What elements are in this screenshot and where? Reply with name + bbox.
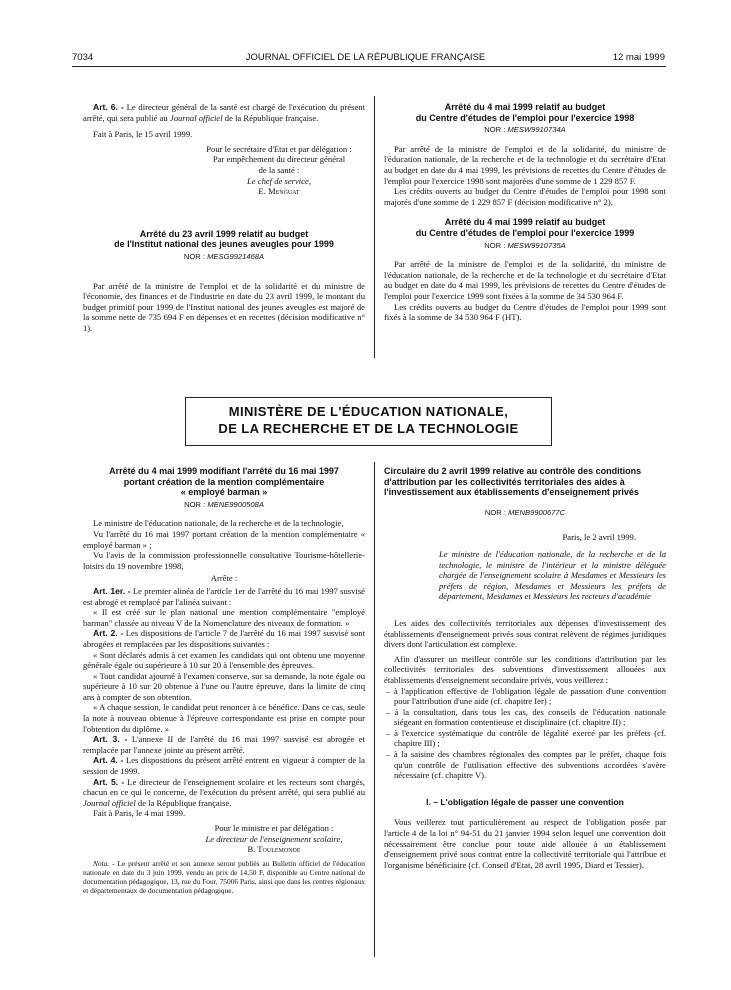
ministry-line: DE LA RECHERCHE ET DE LA TECHNOLOGIE	[218, 421, 519, 436]
decree-title: portant création de la mention complémentaire	[123, 476, 325, 487]
preamble: Vu l'arrêté du 16 mai 1997 portant création de la mention complémentaire « employé barman » ;	[83, 528, 365, 550]
decree-paragraph: Les crédits ouverts au budget du Centre d'études de l'emploi pour 1998 sont majorés d'une somme de 1 229 857 F (décision modificative n° 2).	[384, 186, 666, 207]
section-heading: I. – L'obligation légale de passer une convention	[426, 796, 624, 807]
article-5: Art. 5. - Le directeur de l'enseignement scolaire et les recteurs sont chargés, chacun en ce qui le concerne, de l'exécution du présent arrêté, qui sera publié au Journal officiel de la République française.	[83, 776, 365, 808]
list-item: – à l'application effective de l'obligation légale de passation d'une convention pour l'attribution d'une aide (cf. chapitre Ier) ;	[386, 685, 666, 707]
nor-reference: NOR : MESG9921468A	[183, 251, 265, 261]
decree-title: du Centre d'études de l'emploi pour l'exercice 1998	[415, 112, 635, 123]
article-2-quote: « A chaque session, le candidat peut renoncer à ce bénéfice. Dans ce cas, seule la note à nouveau obtenue à l'épreuve correspondante est prise en compte pour l'obtention du diplôme. »	[83, 702, 365, 734]
arrete: Arrête :	[210, 573, 238, 584]
nor-reference: NOR : MESW9910735A	[484, 240, 566, 250]
signature-line: de la santé :	[258, 164, 300, 175]
issue-date: 12 mai 1999	[612, 52, 665, 63]
signature-name: E. Menguat	[258, 186, 300, 197]
header-rule	[72, 66, 666, 67]
article-2-quote: « Sont déclarés admis à cet examen les candidats qui ont obtenu une moyenne générale égale ou supérieure à 10 sur 20 à l'ensemble des épreuves.	[83, 649, 365, 671]
art6-paragraph: Art. 6. - Le directeur général de la santé est chargé de l'exécution du présent arrêté, qui sera publié au Journal officiel de la République française.	[83, 102, 365, 123]
list-item: – à la consultation, dans tous les cas, des conseils de l'éducation nationale siégeant en formation contentieuse et disciplinaire (cf. chapitre II) ;	[386, 706, 666, 728]
page-number: 7034	[72, 52, 94, 63]
nor-reference: NOR : MESW9910734A	[484, 125, 566, 135]
list-item: – à la saisine des chambres régionales des comptes par le préfet, chaque fois qu'un contrôle de l'utilisation effective des subventions accordées s'avère nécessaire (cf. chapitre V).	[386, 749, 666, 781]
nor-reference: NOR : MENB9900677C	[484, 507, 566, 517]
top-right-column	[384, 102, 666, 323]
decree-title: Arrêté du 4 mai 1999 relatif au budget	[444, 217, 606, 228]
decree-title: du Centre d'études de l'emploi pour l'exercice 1999	[415, 227, 635, 238]
circular-paragraph: Afin d'assurer un meilleur contrôle sur les conditions d'attribution par les collectivités territoriales des subventions d'investissement allouées aux établissements d'enseignement secondaire privés, vous veillerez :	[384, 653, 666, 685]
bottom-column-divider	[374, 462, 375, 957]
bottom-left-column	[83, 466, 365, 895]
signature-line: Pour le secrétaire d'Etat et par délégation :	[206, 143, 352, 154]
circular-paragraph: Les aides des collectivités territoriales aux dépenses d'investissement des établissements d'enseignement privés sous contrat relèvent de régimes juridiques divers dont l'articulation est complexe.	[384, 617, 666, 650]
decree-title: Arrêté du 4 mai 1999 relatif au budget	[444, 102, 606, 112]
article-2: Art. 2. - Les dispositions de l'article 7 de l'arrêté du 16 mai 1997 susvisé sont abrogées et remplacées par les dispositions suivantes :	[83, 628, 365, 649]
signature-name: B. Toulemonde	[247, 844, 301, 855]
bottom-right-column	[384, 466, 666, 870]
directive-list	[384, 686, 666, 781]
ministry-line: MINISTÈRE DE L'ÉDUCATION NATIONALE,	[228, 404, 509, 419]
signature-line: Le chef de service,	[247, 175, 311, 186]
circular-paragraph: Vous veillerez tout particulièrement au respect de l'obligation posée par l'article 4 de la loi n° 94-51 du 21 janvier 1994 selon lequel une convention doit nécessairement être conclue pour toute aide allouée à un établissement d'enseignement privé sous contrat entre la collectivité territoriale qui l'attribue et l'organisme bénéficiaire (cf. Conseil d'Etat, 28 avril 1995, Diard et Tessier).	[384, 817, 666, 870]
nor-reference: NOR : MENE9900508A	[184, 499, 264, 509]
circular-addressees: Le ministre de l'éducation nationale, de la recherche et de la technologie, le ministre de l'intérieur et la ministre déléguée chargée de l'enseignement scolaire à Mesdames et Messieurs les préfets de région, Mesdames et Messieurs les préfets de département, Mesdames et Messieurs les recteurs d'académie	[439, 548, 666, 602]
signature-line: Pour le ministre et par délégation :	[214, 823, 334, 833]
article-4: Art. 4. - Les dispositions du présent arrêté entrent en vigueur à compter de la session de 1999.	[83, 755, 365, 777]
signature-line: Par empêchement du directeur général	[212, 154, 346, 165]
decree-title: Arrêté du 4 mai 1999 modifiant l'arrêté du 16 mai 1997	[109, 466, 339, 476]
decree-title: de l'Institut national des jeunes aveugles pour 1999	[114, 239, 334, 250]
decree-paragraph: Par arrêté de la ministre de l'emploi et de la solidarité et du ministre de l'économie, des finances et de l'industrie en date du 23 avril 1999, le montant du budget primitif pour 1999 de l'Institut national des jeunes aveugles est majoré de la somme nette de 735 694 F en dépenses et en recettes (décision modificative n° 1).	[83, 280, 365, 333]
top-column-divider	[374, 96, 375, 358]
decree-paragraph: Les crédits ouverts au budget du Centre d'études de l'emploi pour 1999 sont fixés à la somme de 34 530 964 F (HT).	[384, 301, 666, 323]
nota: Nota. - Le présent arrêté et son annexe seront publiés au Bulletin officiel de l'éducation nationale en date du 3 juin 1999, vendu au prix de 14,50 F, disponible au Centre national de documentation pédagogique, 13, rue du Four, 75006 Paris, ainsi que dans les centres régionaux et départementaux de documentation pédagogique.	[83, 858, 365, 895]
list-item: – à l'exercice systématique du contrôle de légalité exercé par les préfets (cf. chapitre III) ;	[386, 727, 666, 749]
journal-title: JOURNAL OFFICIEL DE LA RÉPUBLIQUE FRANÇAISE	[245, 52, 486, 63]
fait-a-paris: Fait à Paris, le 15 avril 1999.	[93, 129, 193, 140]
preamble: Le ministre de l'éducation nationale, de la recherche et de la technologie,	[93, 518, 344, 529]
top-left-column	[83, 102, 365, 334]
decree-title: « employé barman »	[180, 487, 268, 498]
decree-paragraph: Par arrêté de la ministre de l'emploi et de la solidarité, du ministre de l'éducation nationale, de la recherche et de la technologie et du secrétaire d'Etat au budget en date du 4 mai 1999, les prévisions de recettes du Centre d'études de l'emploi pour l'exercice 1999 sont fixées à la somme de 34 530 964 F.	[384, 259, 666, 301]
preamble: Vu l'avis de la commission professionnelle consultative Tourisme-hôtellerie-loisirs du 19 novembre 1998,	[83, 550, 365, 571]
fait-a-paris: Fait à Paris, le 4 mai 1999.	[93, 808, 186, 819]
decree-paragraph: Par arrêté de la ministre de l'emploi et de la solidarité, du ministre de l'éducation nationale, de la recherche et de la technologie et du secrétaire d'Etat au budget en date du 4 mai 1999, les prévisions de recettes du Centre d'études de l'emploi pour l'exercice 1998 sont majorées d'une somme de 1 229 857 F.	[384, 143, 666, 186]
article-1: Art. 1er. - Le premier alinéa de l'article 1er de l'arrêté du 16 mai 1997 susvisé est abrogé et remplacé par l'alinéa suivant :	[83, 585, 365, 607]
article-2-quote: « Tout candidat ajourné à l'examen conserve, sur sa demande, la note égale ou supérieure à 10 sur 20 obtenue à l'une ou l'autre épreuve, dans la limite de cinq ans à compter de son obtention.	[83, 670, 365, 702]
decree-title: Arrêté du 23 avril 1999 relatif au budget	[139, 228, 309, 239]
article-3: Art. 3. - L'annexe II de l'arrêté du 16 mai 1997 susvisé est abrogée et remplacée par l'annexe jointe au présent arrêté.	[83, 734, 365, 755]
signature-line: Le directeur de l'enseignement scolaire,	[205, 833, 343, 844]
article-1-quote: « Il est créé sur le plan national une mention complémentaire "employé barman" classée au niveau V de la Nomenclature des niveaux de formation. »	[83, 607, 365, 628]
circular-date: Paris, le 2 avril 1999.	[562, 532, 636, 543]
circular-title: Circulaire du 2 avril 1999 relative au contrôle des conditions d'attribution par les collectivités territoriales des aides à l'investissement aux établissements d'enseignement privés	[384, 466, 642, 498]
ministry-heading-box	[185, 397, 552, 446]
